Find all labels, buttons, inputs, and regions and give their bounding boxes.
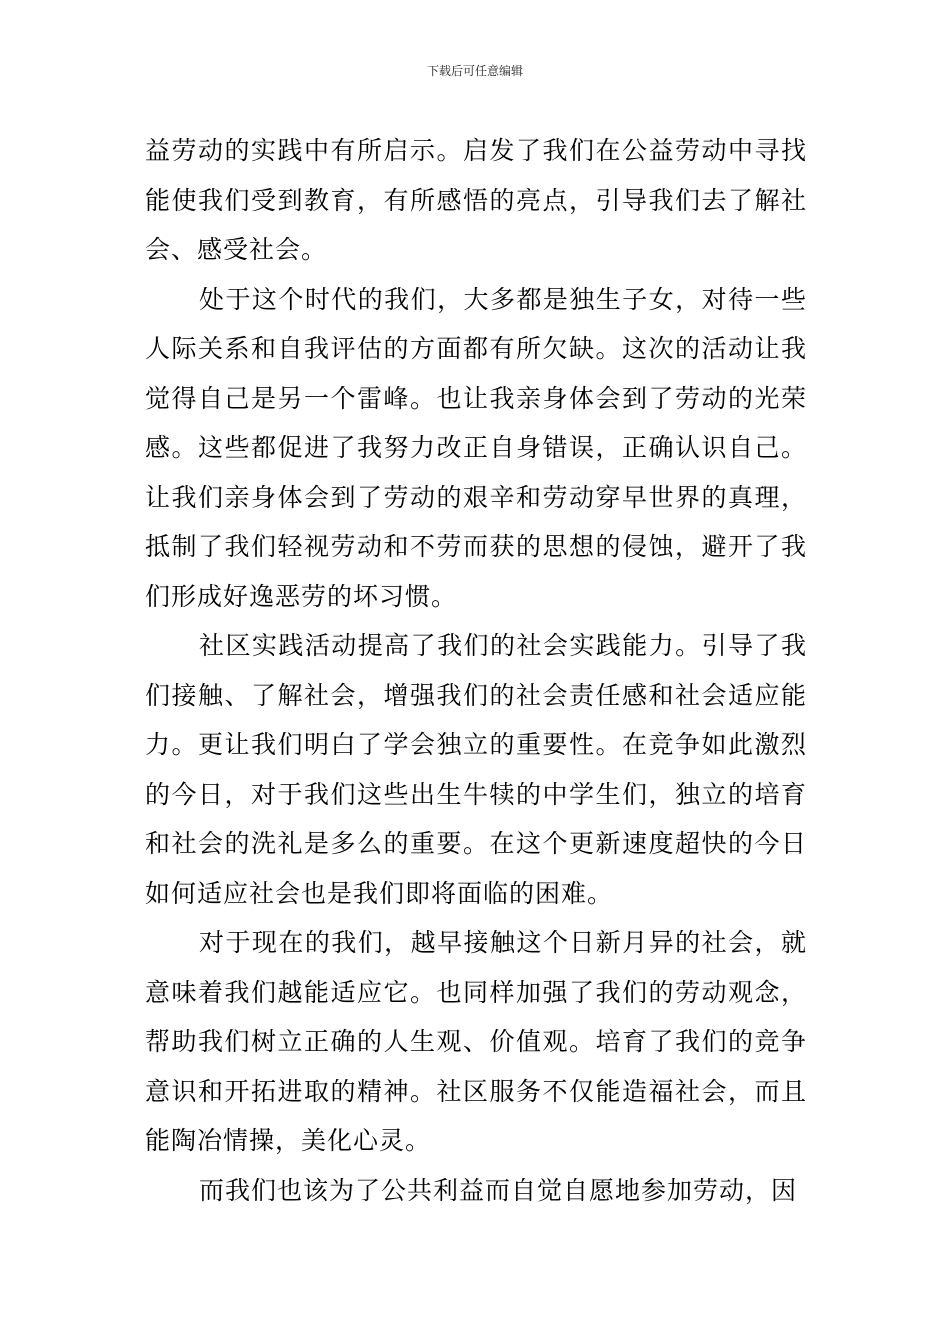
paragraph-4: 对于现在的我们，越早接触这个日新月异的社会，就意味着我们越能适应它。也同样加强了我们的劳动观念，帮助我们树立正确的人生观、价值观。培育了我们的竞争意识和开拓进取的精神。社区服务不仅能造福社会，而且能陶冶情操，美化心灵。	[145, 928, 807, 1155]
document-body	[145, 126, 807, 1215]
page-header: 下载后可任意编辑	[426, 64, 523, 78]
paragraph-3: 社区实践活动提高了我们的社会实践能力。引导了我们接触、了解社会，增强我们的社会责任感和社会适应能力。更让我们明白了学会独立的重要性。在竞争如此激烈的今日，对于我们这些出生牛犊的中学生们，独立的培育和社会的洗礼是多么的重要。在这个更新速度超快的今日如何适应社会也是我们即将面临的困难。	[145, 631, 807, 908]
paragraph-2: 处于这个时代的我们，大多都是独生子女，对待一些人际关系和自我评估的方面都有所欠缺。这次的活动让我觉得自己是另一个雷峰。也让我亲身体会到了劳动的光荣感。这些都促进了我努力改正自身错误，正确认识自己。让我们亲身体会到了劳动的艰辛和劳动穿早世界的真理，抵制了我们轻视劳动和不劳而获的思想的侵蚀，避开了我们形成好逸恶劳的坏习惯。	[145, 284, 807, 611]
paragraph-5: 而我们也该为了公共利益而自觉自愿地参加劳动，因	[199, 1175, 798, 1205]
paragraph-1: 益劳动的实践中有所启示。启发了我们在公益劳动中寻找能使我们受到教育，有所感悟的亮点，引导我们去了解社会、感受社会。	[145, 136, 807, 264]
